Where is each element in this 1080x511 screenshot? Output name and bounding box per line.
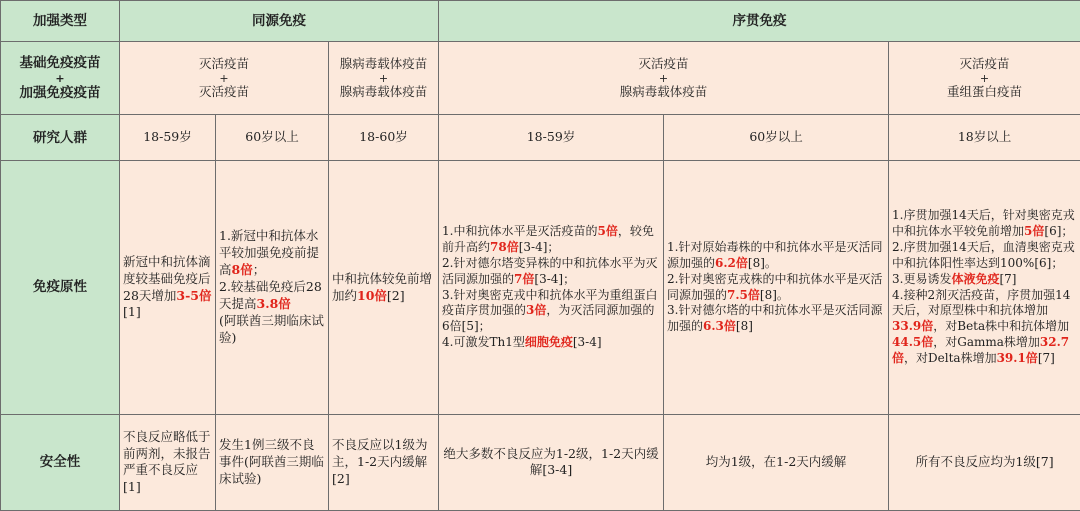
citation: [7]: [999, 271, 1017, 286]
vaccine-base: 灭活疫苗: [959, 55, 1010, 71]
text: 2.针对奥密克戎株的中和抗体水平是灭活同源加强的: [667, 271, 883, 302]
safety-cell: 均为1级，在1-2天内缓解: [664, 414, 889, 510]
text: 2.针对德尔塔变异株的中和抗体水平为灭活同源加强的: [442, 255, 658, 286]
highlight-value: 3倍: [526, 303, 547, 318]
immunogenicity-cell-3: [329, 161, 439, 414]
vaccine-base: 腺病毒载体疫苗: [339, 55, 428, 71]
vaccine-label-plus: +: [55, 71, 65, 85]
text: ，对Beta株中和抗体增加: [933, 319, 1070, 334]
population-cell: 60岁以上: [664, 115, 889, 161]
highlight-value: 7倍: [514, 271, 535, 286]
vaccine-label-line1: 基础免疫疫苗: [19, 55, 101, 72]
text: ；: [252, 262, 266, 278]
vaccine-row-label: [1, 42, 120, 115]
highlight-value: 8倍: [231, 262, 253, 278]
safety-cell: 发生1例三级不良事件(阿联酋三期临床试验): [216, 414, 329, 510]
header-sequential: 序贯免疫: [439, 1, 1080, 42]
text: 1.序贯加强14天后，针对奥密克戎中和抗体水平较免前增加: [892, 207, 1075, 238]
highlight-value: 5倍: [597, 223, 618, 238]
population-cell: 18-59岁: [439, 115, 664, 161]
population-cell: 18岁以上: [889, 115, 1080, 161]
citation: [2]: [386, 287, 405, 303]
highlight-value: 6.2倍: [715, 255, 748, 270]
highlight-value: 5倍: [1024, 223, 1045, 238]
highlight-value: 3.8倍: [256, 295, 291, 311]
text: 新冠中和抗体滴度较基础免疫后28天增加: [123, 253, 211, 303]
highlight-value: 44.5倍: [892, 335, 934, 350]
citation: [8]: [735, 319, 753, 334]
vaccine-booster: 腺病毒载体疫苗: [619, 83, 708, 99]
text: 1.中和抗体水平是灭活疫苗的: [442, 223, 598, 238]
text: 3.更易诱发: [892, 271, 952, 286]
vaccine-label-line2: 加强免疫疫苗: [19, 84, 101, 101]
population-cell: 60岁以上: [216, 115, 329, 161]
highlight-value: 32.7倍: [892, 335, 1070, 366]
highlight-value: 3-5倍: [176, 287, 212, 303]
safety-cell: 绝大多数不良反应为1-2级，1-2天内缓解[3-4]: [439, 414, 664, 510]
vaccine-cell-inactivated-inactivated: [120, 42, 329, 115]
highlight-value: 6.3倍: [703, 319, 736, 334]
highlight-value: 7.5倍: [727, 287, 760, 302]
vaccine-row: [1, 42, 1080, 115]
text: 2.较基础免疫后28天提高: [219, 279, 322, 311]
text: ，对Gamma株增加: [933, 335, 1040, 350]
vaccine-booster: 重组蛋白疫苗: [947, 83, 1023, 99]
text: 3.针对德尔塔的中和抗体水平是灭活同源加强的: [667, 303, 883, 334]
immunogenicity-cell-6: [889, 161, 1080, 414]
text: 2.序贯加强14天后，血清奥密克戎中和抗体阳性率达到100%[6]；: [892, 239, 1075, 270]
header-row: [1, 1, 1080, 42]
vaccine-plus: +: [378, 71, 389, 85]
vaccine-cell-inactivated-adenovirus: [439, 42, 889, 115]
header-booster-type: 加强类型: [1, 1, 120, 42]
safety-cell: 不良反应略低于前两剂，未报告严重不良反应[1]: [120, 414, 216, 510]
highlight-value: 78倍: [490, 239, 519, 254]
immunogenicity-row-label: 免疫原性: [1, 161, 120, 414]
safety-cell: 所有不良反应均为1级[7]: [889, 414, 1080, 510]
text: 3.针对奥密克戎中和抗体水平为重组蛋白疫苗序贯加强的: [442, 287, 658, 318]
text: [3-4]；: [534, 271, 576, 286]
vaccine-plus: +: [658, 71, 669, 85]
highlight-value: 10倍: [357, 287, 387, 303]
text: 4.可激发Th1型: [442, 335, 525, 350]
text: 1.针对原始毒株的中和抗体水平是灭活同源加强的: [667, 239, 883, 270]
immunogenicity-cell-4: [439, 161, 664, 414]
immunogenicity-cell-2: [216, 161, 329, 414]
population-cell: 18-59岁: [120, 115, 216, 161]
vaccine-cell-adenovirus-adenovirus: [329, 42, 439, 115]
text: 中和抗体较免前增加约: [332, 270, 433, 303]
text: [6]；: [1044, 223, 1074, 238]
text: 1.新冠中和抗体水平较加强免疫前提高: [219, 228, 320, 278]
text: ，对Delta株增加: [904, 351, 997, 366]
vaccine-plus: +: [219, 71, 229, 85]
header-homologous: 同源免疫: [120, 1, 439, 42]
text: [8]。: [747, 255, 777, 270]
text: 4.接种2剂灭活疫苗，序贯加强14天后，对原型株中和抗体增加: [892, 287, 1071, 318]
safety-row-label: 安全性: [1, 414, 120, 510]
vaccine-plus: +: [979, 71, 990, 85]
text: (阿联酋三期临床试验): [219, 312, 324, 345]
citation: [1]: [123, 304, 141, 320]
vaccine-booster: 腺病毒载体疫苗: [339, 83, 428, 99]
vaccine-booster: 灭活疫苗: [198, 83, 249, 99]
highlight-value: 体液免疫: [951, 271, 1000, 286]
highlight-value: 39.1倍: [996, 351, 1038, 366]
safety-cell: 不良反应以1级为主，1-2天内缓解[2]: [329, 414, 439, 510]
citation: [7]: [1037, 351, 1055, 366]
immunogenicity-row: [1, 161, 1080, 414]
text: [3-4]；: [518, 239, 560, 254]
vaccine-base: 灭活疫苗: [638, 55, 689, 71]
text: [8]。: [759, 287, 789, 302]
population-row-label: 研究人群: [1, 115, 120, 161]
highlight-value: 细胞免疫: [524, 335, 573, 350]
immunogenicity-cell-5: [664, 161, 889, 414]
text: ，较免前升高约: [442, 223, 654, 254]
safety-row: [1, 414, 1080, 510]
population-cell: 18-60岁: [329, 115, 439, 161]
citation: [3-4]: [572, 335, 602, 350]
vaccine-base: 灭活疫苗: [198, 55, 249, 71]
vaccine-cell-inactivated-recombinant: [889, 42, 1080, 115]
population-row: [1, 115, 1080, 161]
highlight-value: 33.9倍: [892, 319, 934, 334]
immunogenicity-cell-1: [120, 161, 216, 414]
text: ，为灭活同源加强的6倍[5]；: [442, 303, 655, 334]
